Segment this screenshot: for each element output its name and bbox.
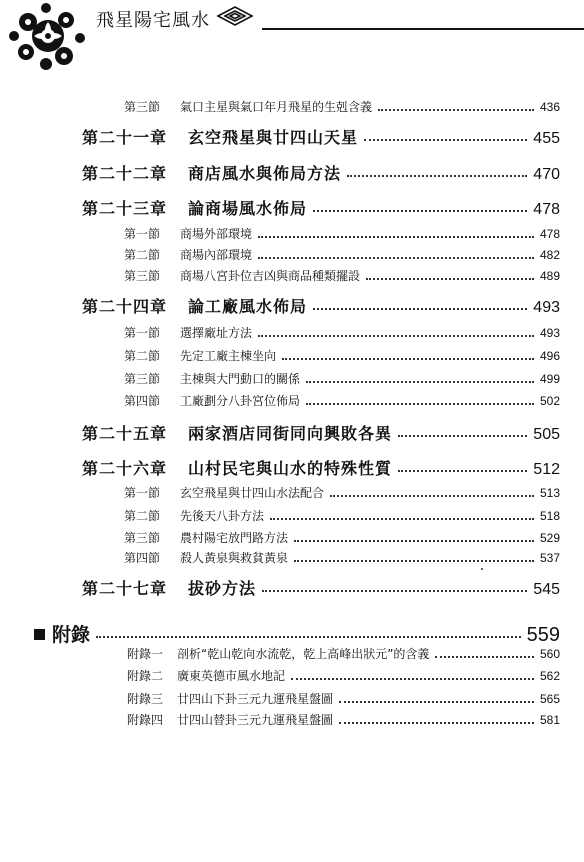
appendix-label: 附錄三 — [127, 692, 164, 706]
chapter-title: 拔砂方法 — [188, 579, 257, 598]
section-title: 商場八宮卦位吉凶與商品種類擺設 — [180, 269, 361, 283]
page-number: 499 — [539, 372, 560, 386]
page-number: 478 — [539, 227, 560, 241]
toc-chapter-entry[interactable] — [82, 196, 560, 219]
dot-leader — [313, 209, 527, 212]
toc-chapter-entry[interactable] — [82, 456, 560, 479]
dot-leader — [306, 380, 534, 383]
page-number: 513 — [539, 486, 560, 500]
toc-section-entry[interactable] — [124, 370, 560, 387]
page-number: 518 — [539, 509, 560, 523]
appendix-label: 附錄二 — [127, 669, 164, 683]
section-title: 殺人黃泉與救貧黃泉 — [180, 551, 289, 565]
dot-leader — [270, 517, 534, 520]
dot-leader — [339, 721, 534, 724]
dot-leader — [282, 357, 534, 360]
toc-appendix-heading[interactable] — [34, 620, 560, 647]
chapter-label: 第二十四章 — [82, 297, 168, 316]
page-number: 455 — [533, 130, 560, 147]
page-number: 493 — [539, 326, 560, 340]
section-title: 玄空飛星與廿四山水法配合 — [180, 486, 325, 500]
dot-leader — [294, 539, 534, 542]
page-number: 512 — [533, 461, 560, 478]
toc-appendix-entry[interactable] — [127, 690, 560, 707]
section-label: 第一節 — [124, 326, 161, 340]
toc-section-entry[interactable] — [124, 246, 560, 263]
dot-leader — [258, 256, 534, 259]
dot-leader — [339, 700, 534, 703]
section-label: 第三節 — [124, 100, 161, 114]
page-number: 581 — [539, 713, 560, 727]
section-title: 氣口主星與氣口年月飛星的生剋含義 — [180, 100, 373, 114]
page-number: 562 — [539, 669, 560, 683]
dot-leader — [291, 677, 534, 680]
chapter-label: 第二十二章 — [82, 164, 168, 183]
toc-section-entry[interactable] — [124, 225, 560, 242]
page-number: 470 — [533, 166, 560, 183]
section-label: 第二節 — [124, 349, 161, 363]
page-number: 560 — [539, 647, 560, 661]
toc-appendix-entry[interactable] — [127, 645, 560, 662]
book-title: 飛星陽宅風水 — [96, 10, 210, 31]
chapter-title: 玄空飛星與廿四山天星 — [188, 128, 359, 147]
section-title: 商場內部環境 — [180, 248, 253, 262]
section-label: 第三節 — [124, 531, 161, 545]
section-label: 第二節 — [124, 509, 161, 523]
dot-leader — [96, 635, 521, 638]
page-number: 496 — [539, 349, 560, 363]
section-title: 工廠劃分八卦宮位佈局 — [180, 394, 301, 408]
toc-chapter-entry[interactable] — [82, 125, 560, 148]
page-number: 529 — [539, 531, 560, 545]
chapter-label: 第二十三章 — [82, 199, 168, 218]
appendix-label: 附錄一 — [127, 647, 164, 661]
page-number: 482 — [539, 248, 560, 262]
appendix-item-title: 廿四山替卦三元九運飛星盤圖 — [177, 713, 334, 727]
page-number: 559 — [526, 624, 560, 646]
appendix-title: 附錄 — [52, 624, 91, 646]
chapter-label: 第二十六章 — [82, 459, 168, 478]
toc-section-entry[interactable] — [124, 507, 560, 524]
chapter-title: 商店風水與佈局方法 — [188, 164, 342, 183]
section-label: 第三節 — [124, 372, 161, 386]
toc-section-entry[interactable] — [124, 324, 560, 341]
appendix-label: 附錄四 — [127, 713, 164, 727]
section-label: 第一節 — [124, 486, 161, 500]
toc-section-entry[interactable] — [124, 347, 560, 364]
page-number: 489 — [539, 269, 560, 283]
dot-leader — [398, 434, 527, 437]
dot-leader — [306, 402, 534, 405]
dot-leader — [258, 334, 534, 337]
dot-leader — [313, 307, 527, 310]
page-number: 478 — [533, 201, 560, 218]
chapter-label: 第二十一章 — [82, 128, 168, 147]
dot-leader — [330, 494, 534, 497]
toc-section-entry[interactable] — [124, 392, 560, 409]
section-title: 選擇廠址方法 — [180, 326, 253, 340]
toc-section-entry[interactable] — [124, 549, 560, 566]
section-title: 商場外部環境 — [180, 227, 253, 241]
toc-chapter-entry[interactable] — [82, 576, 560, 599]
section-label: 第二節 — [124, 248, 161, 262]
dot-leader — [366, 277, 534, 280]
appendix-item-title: 廿四山下卦三元九運飛星盤圖 — [177, 692, 334, 706]
toc-appendix-entry[interactable] — [127, 711, 560, 728]
square-bullet-icon — [34, 629, 45, 640]
toc-chapter-entry[interactable] — [82, 161, 560, 184]
section-label: 第一節 — [124, 227, 161, 241]
dot-leader — [294, 559, 534, 562]
dot-leader — [378, 108, 534, 111]
dot-leader — [364, 138, 527, 141]
page-number: 502 — [539, 394, 560, 408]
page-number: 493 — [533, 299, 560, 316]
page-number: 436 — [539, 100, 560, 114]
section-label: 第四節 — [124, 551, 161, 565]
chapter-title: 山村民宅與山水的特殊性質 — [188, 459, 393, 478]
section-title: 先後天八卦方法 — [180, 509, 265, 523]
chapter-title: 兩家酒店同街同向興敗各異 — [188, 424, 393, 443]
section-title: 主棟與大門動口的關係 — [180, 372, 301, 386]
page-number: 545 — [533, 581, 560, 598]
section-title: 農村陽宅放門路方法 — [180, 531, 289, 545]
toc-section-entry[interactable] — [124, 267, 560, 284]
dot-leader — [398, 469, 527, 472]
dot-leader — [347, 174, 527, 177]
section-title: 先定工廠主棟坐向 — [180, 349, 277, 363]
toc-section-entry[interactable] — [124, 484, 560, 501]
stray-mark — [481, 568, 483, 570]
page-number: 505 — [533, 426, 560, 443]
toc-chapter-entry[interactable] — [82, 421, 560, 444]
chapter-label: 第二十五章 — [82, 424, 168, 443]
page-number: 537 — [539, 551, 560, 565]
chapter-title: 論商場風水佈局 — [188, 199, 308, 218]
appendix-item-title: 廣東英德市風水地記 — [177, 669, 286, 683]
toc-section-entry[interactable] — [124, 529, 560, 546]
chapter-title: 論工廠風水佈局 — [188, 297, 308, 316]
dot-leader — [435, 655, 534, 658]
section-label: 第四節 — [124, 394, 161, 408]
chapter-label: 第二十七章 — [82, 579, 168, 598]
dot-leader — [262, 589, 527, 592]
appendix-item-title: 剖析“乾山乾向水流乾，乾上高峰出狀元”的含義 — [177, 647, 430, 661]
section-label: 第三節 — [124, 269, 161, 283]
toc-section-entry[interactable] — [124, 98, 560, 115]
dot-leader — [258, 235, 534, 238]
toc-chapter-entry[interactable] — [82, 294, 560, 317]
page-number: 565 — [539, 692, 560, 706]
toc-appendix-entry[interactable] — [127, 667, 560, 684]
